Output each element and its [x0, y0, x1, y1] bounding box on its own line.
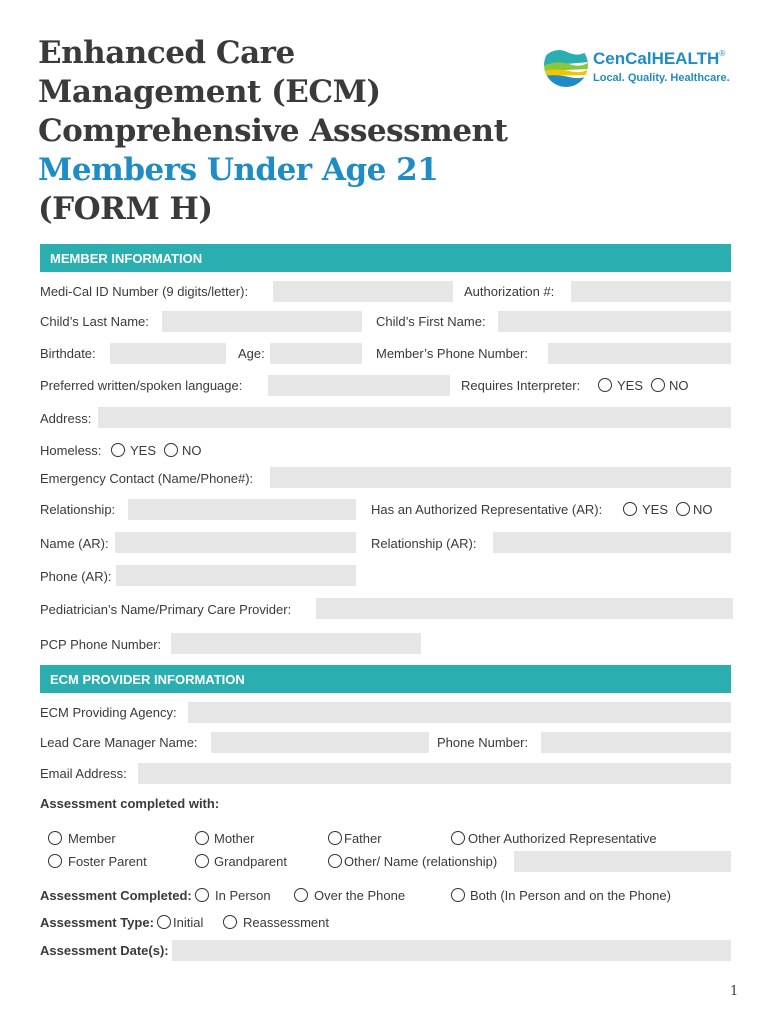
- with-other-ar-label: Other Authorized Representative: [468, 831, 657, 846]
- birthdate-label: Birthdate:: [40, 346, 96, 361]
- email-field[interactable]: [138, 763, 731, 784]
- lead-manager-label: Lead Care Manager Name:: [40, 735, 198, 750]
- medi-cal-id-label: Medi-Cal ID Number (9 digits/letter):: [40, 284, 249, 299]
- with-member-label: Member: [68, 831, 116, 846]
- title-line-3: Comprehensive Assessment: [38, 113, 508, 149]
- assessment-type-label: Assessment Type:: [40, 915, 154, 930]
- form-label: (FORM H): [38, 191, 213, 227]
- type-initial-label: Initial: [173, 915, 204, 930]
- assessment-dates-label: Assessment Date(s):: [40, 943, 169, 958]
- title-line-2: Management (ECM): [38, 74, 381, 110]
- phone-ar-label: Phone (AR):: [40, 569, 112, 584]
- agency-label: ECM Providing Agency:: [40, 705, 177, 720]
- emergency-contact-field[interactable]: [270, 467, 731, 488]
- provider-phone-label: Phone Number:: [437, 735, 529, 750]
- cencal-logo-icon: [543, 42, 589, 88]
- homeless-yes-label: YES: [130, 443, 157, 458]
- pediatrician-label: Pediatrician’s Name/Primary Care Provider:: [40, 602, 292, 617]
- phone-ar-field[interactable]: [116, 565, 356, 586]
- language-label: Preferred written/spoken language:: [40, 378, 243, 393]
- completed-over-phone-label: Over the Phone: [314, 888, 406, 903]
- with-other-name-label: Other/ Name (relationship): [344, 854, 498, 869]
- with-member-radio[interactable]: [48, 831, 62, 845]
- logo-name: CenCalHEALTH®: [593, 49, 726, 68]
- relationship-ar-field[interactable]: [493, 532, 731, 553]
- logo-tagline: Local. Quality. Healthcare.: [593, 72, 730, 84]
- assessment-dates-field[interactable]: [172, 940, 731, 961]
- other-name-field[interactable]: [514, 851, 731, 872]
- child-first-name-field[interactable]: [498, 311, 731, 332]
- has-ar-no-label: NO: [693, 502, 713, 517]
- child-last-name-field[interactable]: [162, 311, 362, 332]
- with-mother-radio[interactable]: [195, 831, 209, 845]
- pcp-phone-field[interactable]: [171, 633, 421, 654]
- interpreter-no-label: NO: [669, 378, 689, 393]
- section-provider-information: ECM PROVIDER INFORMATION: [40, 665, 731, 693]
- with-father-radio[interactable]: [328, 831, 342, 845]
- child-last-name-label: Child’s Last Name:: [40, 314, 149, 329]
- with-grandparent-label: Grandparent: [214, 854, 287, 869]
- with-foster-parent-label: Foster Parent: [68, 854, 147, 869]
- has-ar-yes-label: YES: [642, 502, 669, 517]
- authorization-field[interactable]: [571, 281, 731, 302]
- assessment-completed-label: Assessment Completed:: [40, 888, 192, 903]
- with-mother-label: Mother: [214, 831, 255, 846]
- relationship-label: Relationship:: [40, 502, 116, 517]
- completed-both-label: Both (In Person and on the Phone): [470, 888, 671, 903]
- relationship-ar-label: Relationship (AR):: [371, 536, 477, 551]
- relationship-field[interactable]: [128, 499, 356, 520]
- language-field[interactable]: [268, 375, 450, 396]
- completed-over-phone-radio[interactable]: [294, 888, 308, 902]
- authorization-label: Authorization #:: [464, 284, 555, 299]
- birthdate-field[interactable]: [110, 343, 226, 364]
- type-reassessment-radio[interactable]: [223, 915, 237, 929]
- completed-in-person-label: In Person: [215, 888, 271, 903]
- with-other-name-radio[interactable]: [328, 854, 342, 868]
- title-line-1: Enhanced Care: [38, 35, 295, 71]
- name-ar-label: Name (AR):: [40, 536, 109, 551]
- emergency-contact-label: Emergency Contact (Name/Phone#):: [40, 471, 254, 486]
- with-other-ar-radio[interactable]: [451, 831, 465, 845]
- address-field[interactable]: [98, 407, 731, 428]
- homeless-no-radio[interactable]: [164, 443, 178, 457]
- interpreter-label: Requires Interpreter:: [461, 378, 581, 393]
- completed-in-person-radio[interactable]: [195, 888, 209, 902]
- name-ar-field[interactable]: [115, 532, 356, 553]
- type-reassessment-label: Reassessment: [243, 915, 329, 930]
- homeless-label: Homeless:: [40, 443, 102, 458]
- page-number: 1: [730, 984, 739, 999]
- age-label: Age:: [238, 346, 265, 361]
- has-ar-label: Has an Authorized Representative (AR):: [371, 502, 603, 517]
- lead-manager-field[interactable]: [211, 732, 429, 753]
- has-ar-yes-radio[interactable]: [623, 502, 637, 516]
- interpreter-yes-radio[interactable]: [598, 378, 612, 392]
- with-grandparent-radio[interactable]: [195, 854, 209, 868]
- member-phone-label: Member’s Phone Number:: [376, 346, 528, 361]
- homeless-no-label: NO: [182, 443, 202, 458]
- pediatrician-field[interactable]: [316, 598, 733, 619]
- age-field[interactable]: [270, 343, 362, 364]
- pcp-phone-label: PCP Phone Number:: [40, 637, 162, 652]
- has-ar-no-radio[interactable]: [676, 502, 690, 516]
- type-initial-radio[interactable]: [157, 915, 171, 929]
- agency-field[interactable]: [188, 702, 731, 723]
- address-label: Address:: [40, 411, 92, 426]
- member-phone-field[interactable]: [548, 343, 731, 364]
- child-first-name-label: Child’s First Name:: [376, 314, 486, 329]
- completed-both-radio[interactable]: [451, 888, 465, 902]
- subtitle: Members Under Age 21: [38, 152, 439, 188]
- provider-phone-field[interactable]: [541, 732, 731, 753]
- medi-cal-id-field[interactable]: [273, 281, 453, 302]
- interpreter-no-radio[interactable]: [651, 378, 665, 392]
- interpreter-yes-label: YES: [617, 378, 644, 393]
- with-father-label: Father: [344, 831, 382, 846]
- homeless-yes-radio[interactable]: [111, 443, 125, 457]
- completed-with-label: Assessment completed with:: [40, 796, 220, 811]
- section-member-information: MEMBER INFORMATION: [40, 244, 731, 272]
- email-label: Email Address:: [40, 766, 127, 781]
- with-foster-parent-radio[interactable]: [48, 854, 62, 868]
